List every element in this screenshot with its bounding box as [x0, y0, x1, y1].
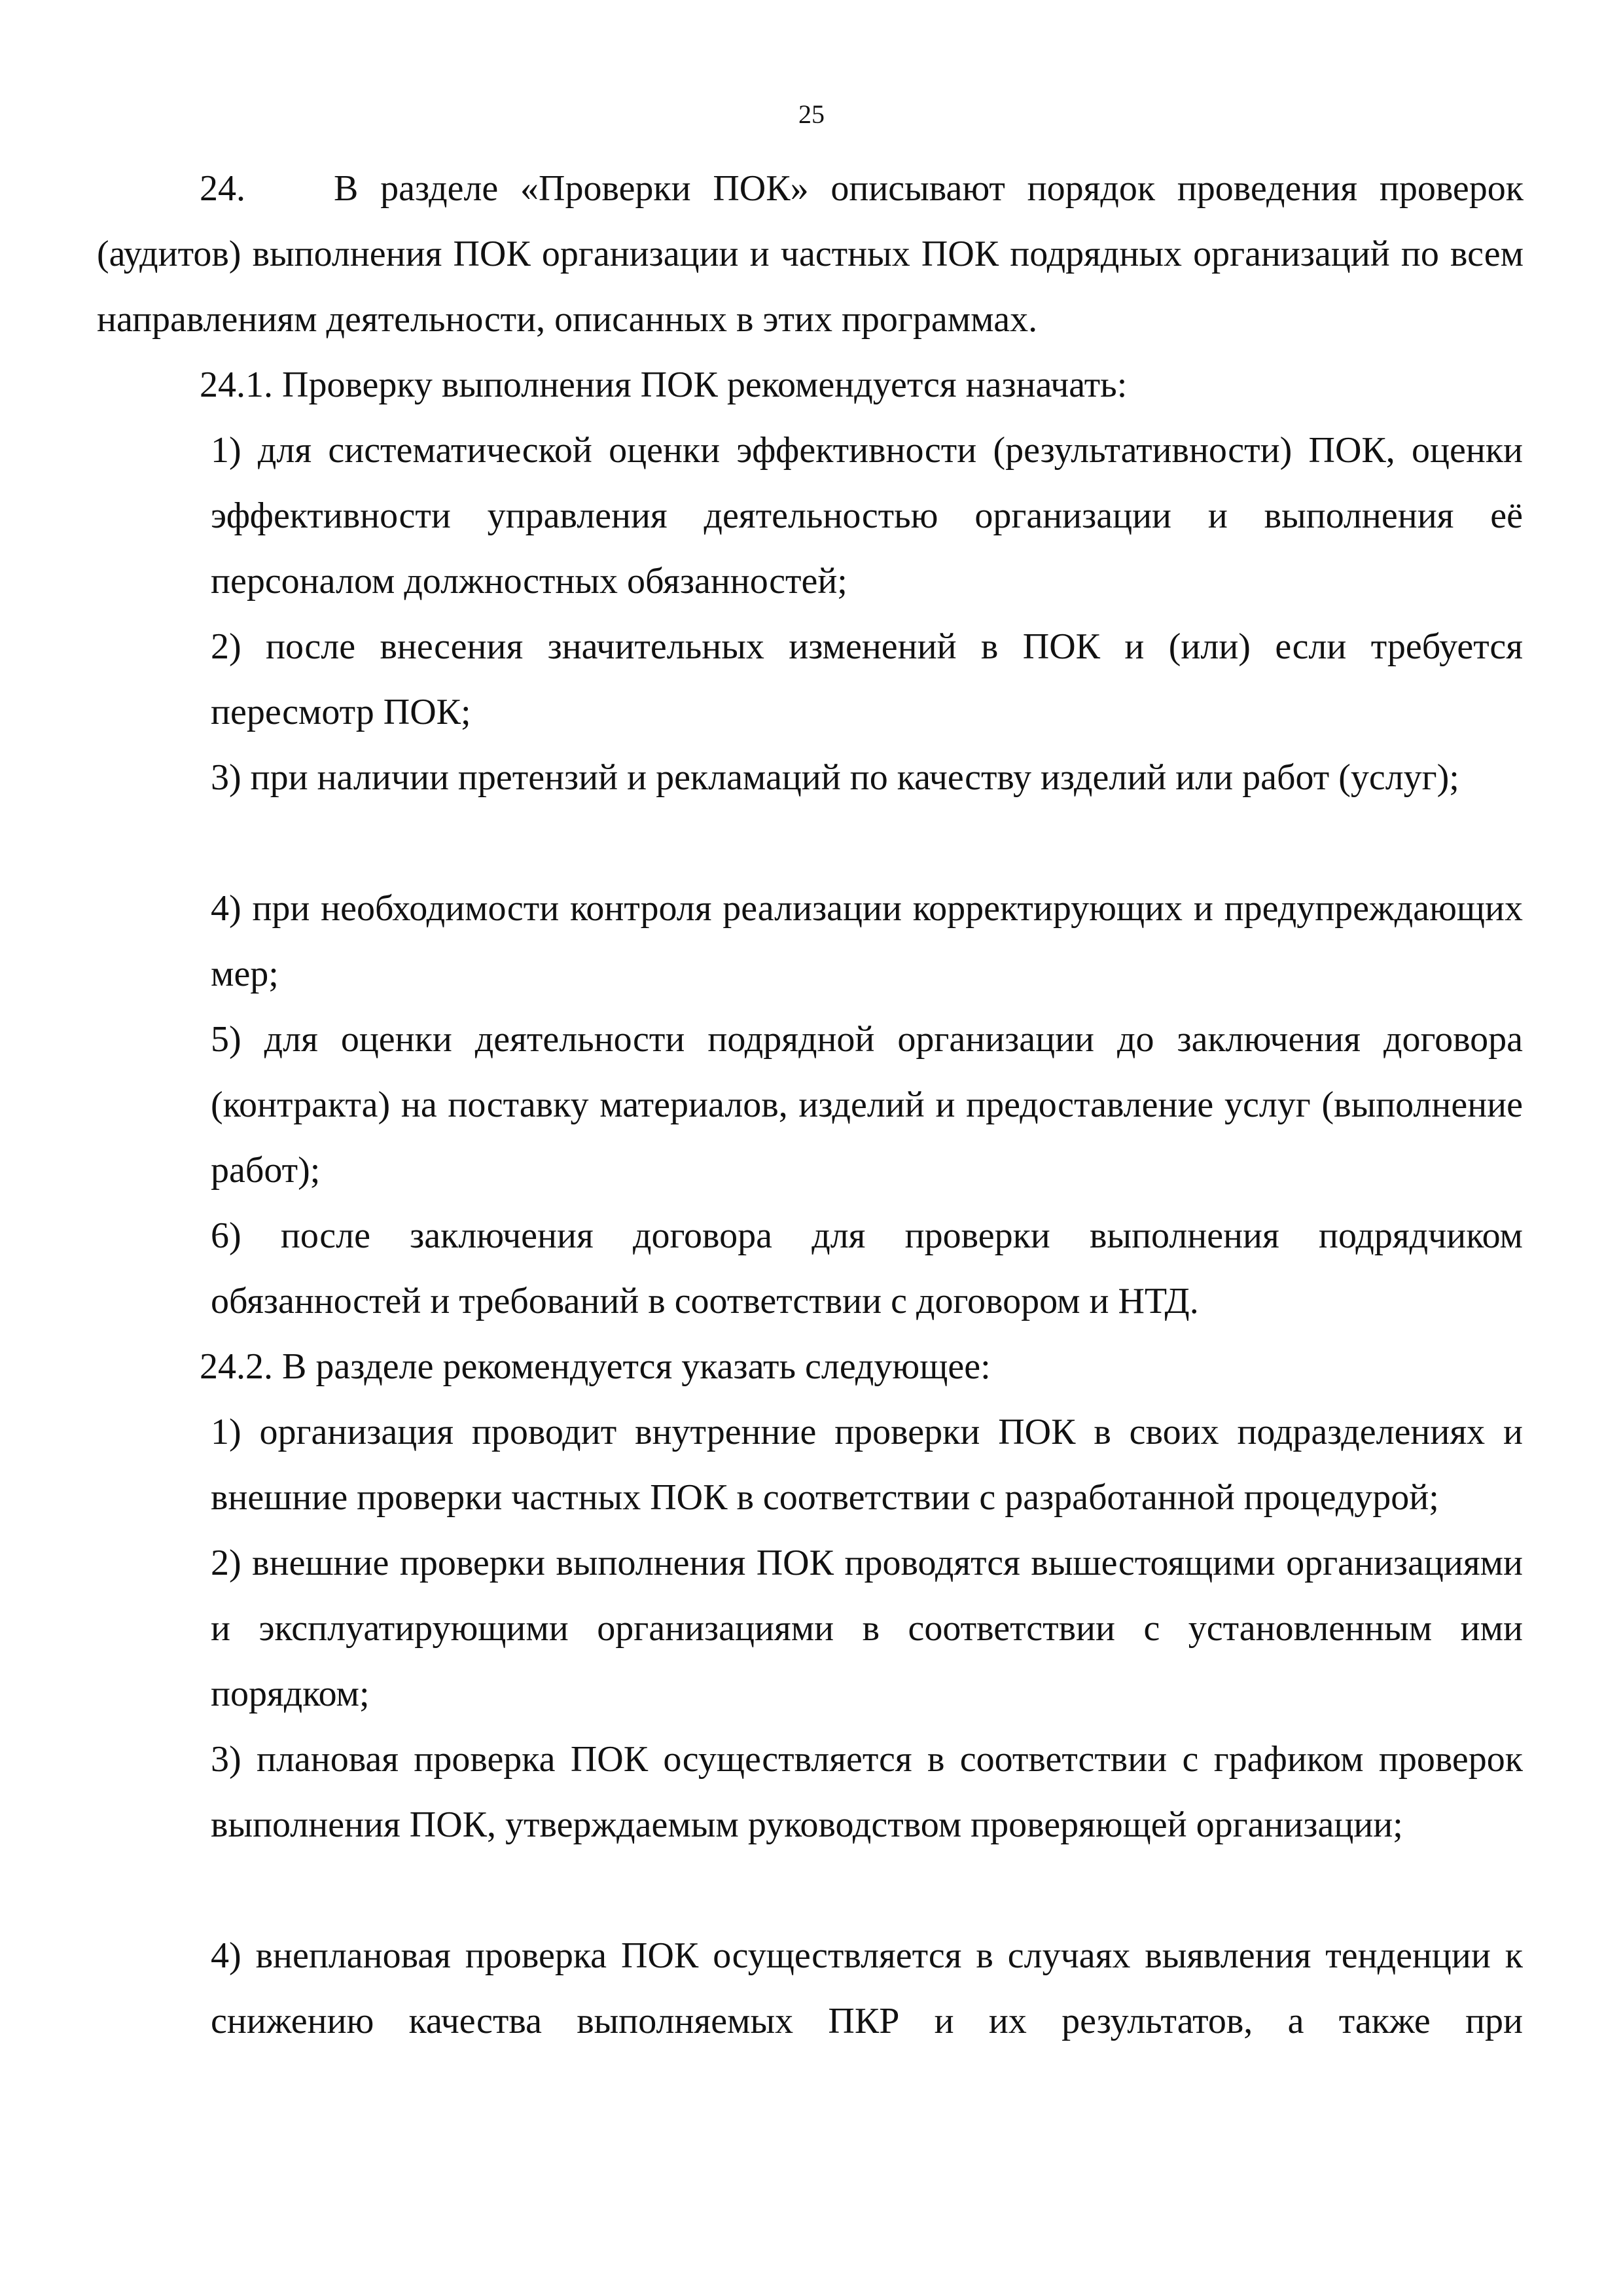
paragraph-24: 24. В разделе «Проверки ПОК» описывают порядок проведения проверок (аудитов) выполнения ПОК организации и частных ПОК подрядных организаций по всем направлениям деятельности, описанных в этих программах. — [97, 168, 1524, 340]
list-item-24-2-2: 2) внешние проверки выполнения ПОК проводятся вышестоящими организациями и эксплуатирующими организациями в соответствии с установленным ими порядком; — [211, 1543, 1523, 1714]
list-item-24-1-4: 4) при необходимости контроля реализации корректирующих и предупреждающих мер; — [211, 888, 1523, 994]
paragraph-24-1: 24.1. Проверку выполнения ПОК рекомендуется назначать: — [200, 365, 1128, 405]
list-item-24-1-1: 1) для систематической оценки эффективности (результативности) ПОК, оценки эффективности управления деятельностью организации и выполнения её персоналом должностных обязанностей; — [211, 430, 1523, 601]
list-item-24-2-3: 3) плановая проверка ПОК осуществляется в соответствии с графиком проверок выполнения ПОК, утверждаемым руководством проверяющей организации; — [211, 1739, 1523, 1845]
page-number: 25 — [798, 99, 825, 129]
list-item-24-1-2: 2) после внесения значительных изменений в ПОК и (или) если требуется пересмотр ПОК; — [211, 626, 1523, 732]
list-item-24-1-5: 5) для оценки деятельности подрядной организации до заключения договора (контракта) на поставку материалов, изделий и предоставление услуг (выполнение работ); — [211, 1019, 1523, 1191]
list-item-24-2-4: 4) внеплановая проверка ПОК осуществляется в случаях выявления тенденции к снижению качества выполняемых ПКР и их результатов, а также при — [211, 1935, 1523, 2041]
list-item-24-1-3: 3) при наличии претензий и рекламаций по качеству изделий или работ (услуг); — [211, 757, 1459, 798]
paragraph-24-2: 24.2. В разделе рекомендуется указать следующее: — [200, 1346, 991, 1387]
list-item-24-2-1: 1) организация проводит внутренние проверки ПОК в своих подразделениях и внешние проверки частных ПОК в соответствии с разработанной процедурой; — [211, 1412, 1523, 1518]
list-item-24-1-6: 6) после заключения договора для проверки выполнения подрядчиком обязанностей и требований в соответствии с договором и НТД. — [211, 1215, 1523, 1321]
